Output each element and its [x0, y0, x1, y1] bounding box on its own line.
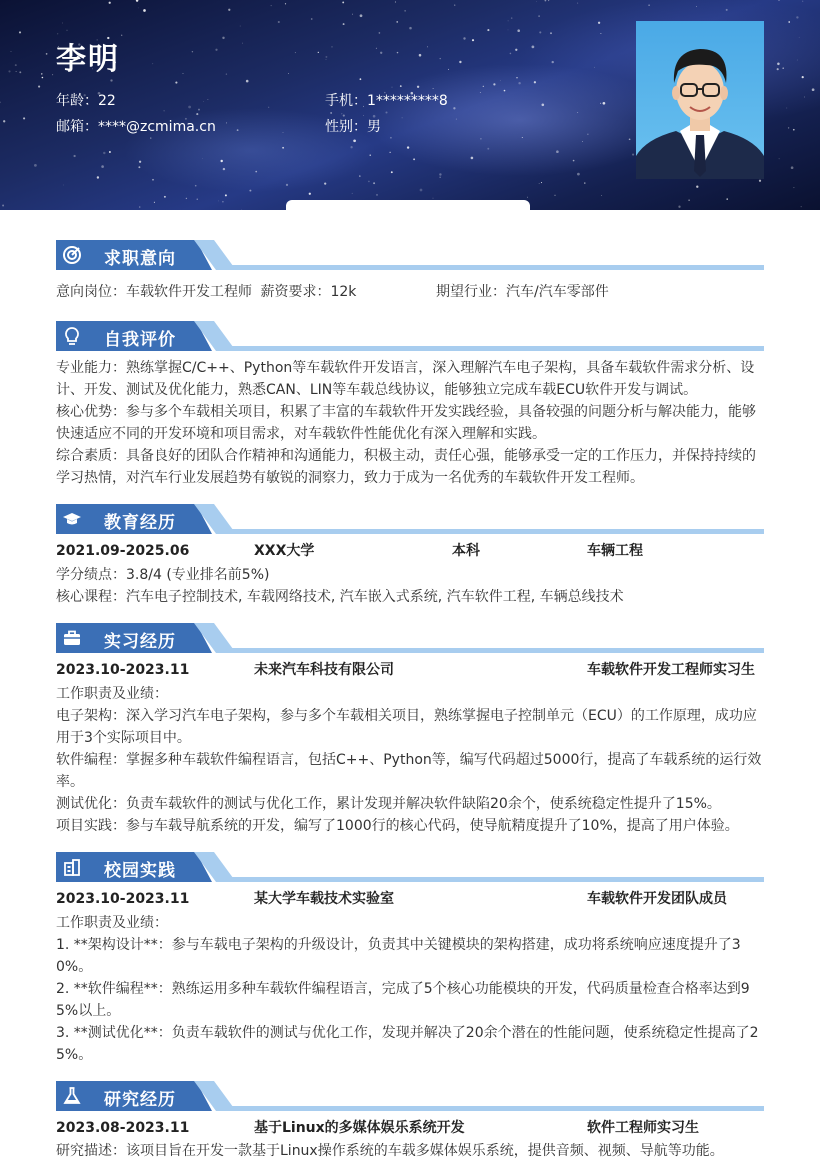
campus-paragraph: 3. **测试优化**：负责车载软件的测试与优化工作，发现并解决了20余个潜在的性能问题，使系统稳定性提高了25%。 — [56, 1025, 759, 1063]
phone-label: 手机： — [325, 93, 367, 109]
star-dot — [11, 51, 12, 52]
education-school: XXX大学 — [254, 543, 315, 559]
star-dot — [504, 90, 506, 92]
graduation-cap-icon — [62, 509, 82, 529]
star-dot — [203, 101, 204, 102]
section-title-research — [56, 1081, 764, 1111]
star-dot — [196, 113, 198, 115]
intent-position: 意向岗位：车载软件开发工程师 — [56, 284, 252, 300]
star-dot — [804, 97, 805, 98]
campus-paragraph: 2. **软件编程**：熟练运用多种车载软件编程语言，完成了5个核心功能模块的开发，代码质量检查合格率达到95%以上。 — [56, 981, 750, 1019]
star-dot — [600, 33, 601, 34]
star-dot — [777, 68, 779, 70]
star-dot — [472, 39, 474, 41]
star-dot — [3, 120, 5, 122]
star-dot — [278, 21, 280, 23]
star-dot — [802, 1, 803, 2]
star-dot — [0, 102, 1, 104]
star-dot — [8, 70, 10, 72]
star-dot — [510, 53, 512, 55]
star-dot — [678, 206, 680, 208]
star-dot — [288, 73, 289, 74]
star-dot — [454, 4, 455, 5]
candidate-name: 李明 — [56, 42, 120, 77]
star-dot — [23, 117, 25, 119]
section-label: 校园实践 — [104, 861, 176, 881]
star-dot — [759, 180, 761, 182]
star-dot — [400, 85, 402, 87]
star-dot — [220, 160, 222, 162]
star-dot — [370, 155, 371, 156]
star-dot — [545, 0, 547, 1]
star-dot — [778, 0, 779, 1]
star-dot — [359, 175, 361, 177]
star-dot — [225, 194, 227, 196]
star-dot — [255, 171, 257, 173]
star-dot — [101, 165, 104, 168]
star-dot — [41, 73, 42, 74]
star-dot — [726, 198, 727, 199]
star-dot — [136, 0, 138, 2]
email-info — [56, 116, 216, 136]
star-dot — [433, 198, 434, 199]
star-dot — [109, 151, 111, 153]
star-dot — [42, 77, 44, 79]
age-label: 年龄： — [56, 93, 98, 109]
star-dot — [799, 37, 800, 38]
star-dot — [555, 195, 556, 196]
star-dot — [471, 157, 474, 160]
star-dot — [152, 63, 153, 64]
star-dot — [456, 119, 457, 120]
campus-role: 车载软件开发团队成员 — [587, 891, 727, 907]
internship-paragraph: 软件编程：掌握多种车载软件编程语言，包括C++、Python等，编写代码超过5000行，提高了车载系统的运行效率。 — [56, 752, 762, 790]
star-dot — [15, 64, 17, 66]
internship-details — [56, 683, 764, 837]
star-dot — [19, 31, 21, 33]
star-dot — [360, 78, 362, 80]
star-dot — [222, 37, 224, 39]
internship-paragraph: 电子架构：深入学习汽车电子架构，参与多个车载相关项目，熟练掌握电子控制单元（ECU）的工作原理，成功应用于3个实际项目中。 — [56, 708, 757, 746]
star-dot — [439, 173, 441, 175]
research-desc: 研究描述：该项目旨在开发一款基于Linux操作系统的车载多媒体娱乐系统，提供音频、视频、导航等功能。 — [56, 1143, 724, 1159]
star-dot — [396, 21, 398, 23]
star-dot — [453, 107, 455, 109]
education-major: 车辆工程 — [587, 543, 643, 559]
star-dot — [46, 53, 48, 55]
star-dot — [786, 108, 787, 109]
star-dot — [648, 4, 650, 6]
star-dot — [534, 81, 536, 83]
intent-salary: 薪资要求：12k — [260, 284, 357, 300]
campus-org: 某大学车载技术实验室 — [254, 891, 394, 907]
star-dot — [539, 183, 540, 184]
star-dot — [175, 82, 177, 84]
star-dot — [797, 60, 798, 61]
star-dot — [788, 127, 789, 128]
star-dot — [600, 103, 601, 104]
flask-icon — [62, 1086, 82, 1106]
education-period: 2021.09-2025.06 — [56, 543, 190, 559]
star-dot — [632, 154, 634, 156]
research-role: 软件工程师实习生 — [587, 1120, 699, 1136]
phone-info — [325, 90, 448, 110]
resume-header — [0, 0, 820, 210]
campus-paragraph: 1. **架构设计**：参与车载电子架构的升级设计，负责其中关键模块的架构搭建，成功将系统响应速度提升了30%。 — [56, 937, 741, 975]
star-dot — [352, 14, 353, 15]
section-title-intent — [56, 240, 764, 270]
star-dot — [541, 182, 542, 183]
star-dot — [241, 209, 242, 210]
email-value: ****@zcmima.cn — [98, 119, 216, 135]
star-dot — [285, 3, 286, 4]
star-dot — [556, 150, 559, 153]
star-dot — [218, 201, 219, 202]
star-dot — [226, 122, 227, 123]
intent-industry: 期望行业：汽车/汽车零部件 — [436, 284, 609, 300]
star-dot — [598, 22, 600, 24]
star-dot — [268, 107, 269, 108]
star-dot — [97, 176, 99, 178]
section-label: 研究经历 — [104, 1090, 176, 1110]
star-dot — [186, 198, 187, 199]
star-dot — [311, 18, 313, 20]
star-dot — [67, 30, 68, 31]
star-dot — [407, 146, 409, 148]
star-dot — [138, 8, 139, 9]
self-eval-paragraph: 综合素质：具备良好的团队合作精神和沟通能力，积极主动，责任心强，能够承受一定的工作压力，并保持持续的学习热情，对汽车行业发展趋势有敏锐的洞察力，致力于成为一名优秀的车载软件开发工程师。 — [56, 448, 756, 486]
star-dot — [402, 117, 403, 118]
section-label: 自我评价 — [104, 330, 176, 350]
star-dot — [522, 137, 523, 138]
star-dot — [548, 0, 549, 1]
star-dot — [390, 152, 391, 153]
star-dot — [397, 52, 398, 53]
star-dot — [696, 6, 697, 7]
age-info — [56, 90, 116, 110]
star-dot — [246, 80, 249, 83]
star-dot — [440, 177, 441, 178]
star-dot — [143, 9, 146, 12]
star-dot — [413, 158, 415, 160]
internship-company: 未来汽车科技有限公司 — [254, 662, 394, 678]
star-dot — [360, 14, 363, 17]
star-dot — [487, 148, 489, 150]
star-dot — [404, 10, 405, 11]
star-dot — [508, 21, 509, 22]
star-dot — [420, 189, 423, 192]
intent-row — [56, 281, 764, 304]
star-dot — [208, 99, 209, 100]
gender-label: 性别： — [325, 119, 367, 135]
education-header-row — [56, 540, 764, 563]
star-dot — [342, 1, 344, 3]
star-dot — [324, 183, 326, 185]
section-label: 求职意向 — [104, 249, 176, 269]
star-dot — [487, 29, 489, 31]
star-dot — [352, 193, 353, 194]
star-dot — [326, 59, 327, 60]
star-dot — [202, 158, 203, 159]
star-dot — [197, 199, 198, 200]
star-dot — [152, 179, 154, 181]
star-dot — [62, 23, 63, 24]
star-dot — [542, 104, 545, 107]
internship-header-row — [56, 659, 764, 682]
star-dot — [223, 168, 225, 170]
star-dot — [779, 158, 780, 159]
star-dot — [379, 32, 381, 34]
star-dot — [427, 46, 428, 47]
star-dot — [282, 147, 284, 149]
education-details — [56, 564, 764, 608]
star-dot — [536, 1, 537, 2]
star-dot — [518, 82, 520, 84]
internship-paragraph: 工作职责及业绩： — [56, 686, 168, 702]
star-dot — [582, 141, 583, 142]
star-dot — [538, 15, 540, 17]
star-dot — [573, 160, 575, 162]
education-gpa: 学分绩点：3.8/4 (专业排名前5%) — [56, 567, 270, 583]
star-dot — [793, 129, 795, 131]
star-dot — [240, 26, 241, 27]
star-dot — [373, 182, 375, 184]
age-value: 22 — [98, 93, 116, 109]
star-dot — [309, 193, 311, 195]
research-header-row — [56, 1117, 764, 1140]
star-dot — [433, 88, 434, 89]
star-dot — [515, 49, 517, 51]
star-dot — [195, 185, 197, 187]
star-dot — [395, 2, 396, 3]
star-dot — [392, 87, 393, 88]
gender-value: 男 — [367, 119, 381, 135]
star-dot — [500, 80, 501, 81]
star-dot — [226, 73, 227, 74]
research-project: 基于Linux的多媒体娱乐系统开发 — [254, 1120, 465, 1136]
star-dot — [508, 30, 509, 31]
star-dot — [222, 201, 224, 203]
star-dot — [696, 186, 698, 188]
star-dot — [782, 67, 784, 69]
star-dot — [440, 58, 441, 59]
star-dot — [594, 67, 595, 68]
star-dot — [163, 110, 164, 111]
star-dot — [419, 54, 422, 57]
star-dot — [463, 37, 465, 39]
star-dot — [552, 61, 554, 63]
star-dot — [376, 48, 377, 49]
star-dot — [777, 63, 780, 66]
internship-paragraph: 测试优化：负责车载软件的测试与优化工作，累计发现并解决软件缺陷20余个，使系统稳定性提升了15%。 — [56, 796, 721, 812]
star-dot — [52, 74, 53, 75]
star-dot — [19, 71, 21, 73]
building-icon — [62, 857, 82, 877]
self-eval-paragraph: 专业能力：熟练掌握C/C++、Python等车载软件开发语言，深入理解汽车电子架构，具备车载软件需求分析、设计、开发、测试及优化能力，熟悉CAN、LIN等车载总线协议，能够独立完成车载ECU软件开发与调试。 — [56, 360, 755, 398]
star-dot — [242, 43, 243, 44]
star-dot — [249, 190, 251, 192]
section-title-internship — [56, 623, 764, 653]
star-dot — [726, 9, 728, 11]
star-dot — [325, 56, 327, 58]
star-dot — [802, 76, 804, 78]
star-dot — [527, 197, 528, 198]
star-dot — [577, 173, 580, 176]
header-notch — [286, 200, 530, 210]
star-dot — [237, 129, 239, 131]
star-dot — [584, 182, 585, 183]
self-eval-block — [56, 357, 764, 489]
education-courses: 核心课程：汽车电子控制技术, 车载网络技术, 汽车嵌入式系统, 汽车软件工程, 车辆总线技术 — [56, 589, 624, 605]
campus-period: 2023.10-2023.11 — [56, 891, 190, 907]
star-dot — [341, 113, 342, 114]
star-dot — [376, 194, 378, 196]
campus-paragraph: 工作职责及业绩： — [56, 915, 168, 931]
star-dot — [480, 92, 481, 93]
star-dot — [182, 73, 183, 74]
star-dot — [164, 196, 166, 198]
section-title-campus — [56, 852, 764, 882]
star-dot — [417, 86, 419, 88]
star-dot — [73, 155, 75, 157]
star-dot — [121, 35, 122, 36]
star-dot — [138, 166, 140, 168]
section-label: 实习经历 — [104, 632, 176, 652]
star-dot — [368, 181, 370, 183]
star-dot — [448, 69, 449, 70]
star-dot — [16, 71, 17, 72]
star-dot — [380, 52, 382, 54]
star-dot — [459, 61, 461, 63]
star-dot — [688, 200, 689, 201]
star-dot — [192, 51, 193, 52]
internship-period: 2023.10-2023.11 — [56, 662, 190, 678]
star-dot — [601, 195, 602, 196]
star-dot — [150, 138, 151, 139]
star-dot — [550, 32, 552, 34]
star-dot — [350, 146, 352, 148]
profile-photo — [636, 21, 764, 179]
campus-header-row — [56, 888, 764, 911]
star-dot — [110, 79, 112, 81]
star-dot — [198, 109, 200, 111]
email-label: 邮箱： — [56, 119, 98, 135]
star-dot — [483, 86, 484, 87]
star-dot — [517, 29, 520, 32]
star-dot — [343, 23, 345, 25]
star-dot — [801, 206, 802, 207]
star-dot — [139, 161, 141, 163]
star-dot — [788, 21, 790, 23]
star-dot — [331, 46, 332, 47]
star-dot — [2, 205, 4, 207]
star-dot — [271, 5, 272, 6]
research-period: 2023.08-2023.11 — [56, 1120, 190, 1136]
star-dot — [480, 138, 482, 140]
section-title-self-eval — [56, 321, 764, 351]
section-title-education — [56, 504, 764, 534]
star-dot — [103, 152, 105, 154]
star-dot — [511, 17, 512, 18]
star-dot — [215, 49, 217, 51]
star-dot — [385, 111, 387, 113]
star-dot — [603, 102, 606, 105]
star-dot — [390, 137, 392, 139]
phone-value: 1*********8 — [367, 93, 448, 109]
star-dot — [391, 171, 393, 173]
target-icon — [62, 245, 82, 265]
star-dot — [353, 139, 356, 142]
star-dot — [34, 164, 37, 167]
star-dot — [587, 134, 588, 135]
star-dot — [812, 88, 815, 91]
star-dot — [228, 9, 230, 11]
star-dot — [493, 83, 495, 85]
star-dot — [409, 27, 412, 30]
star-dot — [793, 187, 794, 188]
section-label: 教育经历 — [104, 513, 176, 533]
education-degree: 本科 — [452, 543, 480, 559]
star-dot — [286, 184, 288, 186]
star-dot — [791, 166, 794, 169]
internship-paragraph: 项目实践：参与车载导航系统的开发，编写了1000行的核心代码，使导航精度提升了10%，提高了用户体验。 — [56, 818, 739, 834]
self-eval-paragraph: 核心优势：参与多个车载相关项目，积累了丰富的车载软件开发实践经验，具备较强的问题分析与解决能力，能够快速适应不同的开发环境和项目需求，对车载软件性能优化有深入理解和实践。 — [56, 404, 756, 442]
star-dot — [109, 2, 111, 4]
star-dot — [330, 112, 331, 113]
star-dot — [516, 77, 517, 78]
star-dot — [318, 52, 319, 53]
star-dot — [295, 52, 296, 53]
star-dot — [188, 106, 191, 109]
star-dot — [154, 202, 155, 203]
star-dot — [38, 86, 40, 88]
star-dot — [63, 185, 64, 186]
star-dot — [539, 31, 541, 33]
lightbulb-icon — [62, 326, 82, 346]
internship-role: 车载软件开发工程师实习生 — [587, 662, 755, 678]
gender-info — [325, 116, 381, 136]
star-dot — [796, 16, 798, 18]
star-dot — [532, 46, 535, 49]
star-dot — [139, 206, 141, 208]
briefcase-icon — [62, 628, 82, 648]
star-dot — [283, 132, 284, 133]
star-dot — [577, 3, 578, 4]
campus-details — [56, 912, 764, 1066]
star-dot — [629, 138, 631, 140]
star-dot — [577, 112, 578, 113]
